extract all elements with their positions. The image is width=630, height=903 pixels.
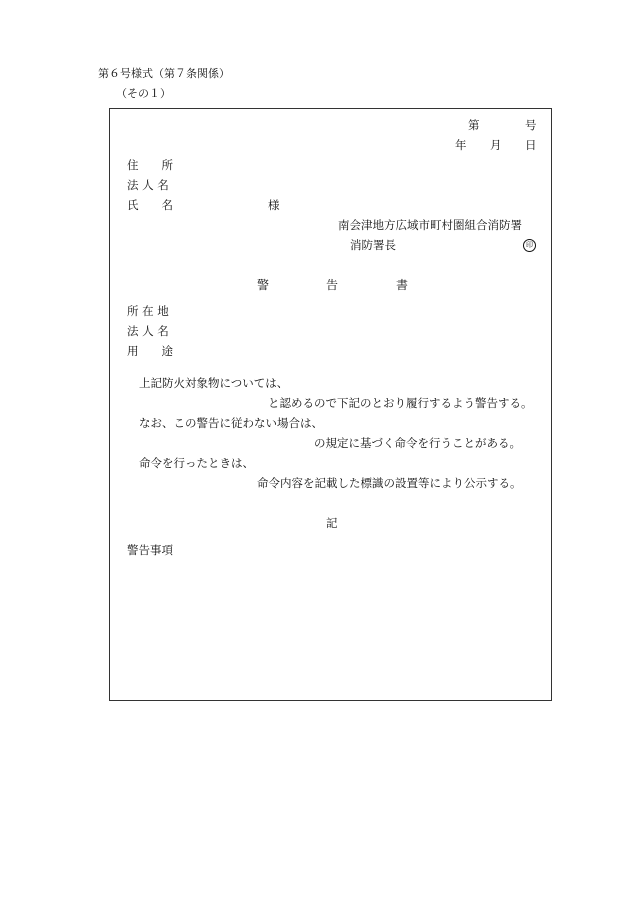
recipient-name-label: 氏 名 <box>127 198 173 212</box>
doc-title-char-3: 書 <box>396 278 409 292</box>
ki-heading: 記 <box>326 516 338 530</box>
target-location-label: 所 在 地 <box>127 304 169 318</box>
target-use-label: 用 途 <box>127 344 173 358</box>
date-year: 年 <box>455 138 467 152</box>
recipient-honorific: 様 <box>268 198 280 212</box>
body-line-4: の規定に基づく命令を行うことがある。 <box>314 436 521 450</box>
recipient-address-label: 住 所 <box>127 158 173 172</box>
target-corporation-label: 法 人 名 <box>127 324 169 338</box>
body-line-6: 命令内容を記載した標識の設置等により公示する。 <box>257 476 522 490</box>
body-line-5: 命令を行ったときは、 <box>139 456 254 470</box>
doc-title-char-1: 警 <box>257 278 270 292</box>
date-month: 月 <box>490 138 502 152</box>
body-line-1: 上記防火対象物については、 <box>139 376 289 390</box>
date-day: 日 <box>525 138 537 152</box>
issuer-title: 消防署長 <box>350 238 396 252</box>
form-subtitle: （その１） <box>116 87 171 100</box>
number-suffix: 号 <box>525 118 537 132</box>
body-line-3: なお、この警告に従わない場合は、 <box>139 416 323 430</box>
body-line-2: と認めるので下記のとおり履行するよう警告する。 <box>268 396 533 410</box>
seal-mark: 印 <box>523 239 536 252</box>
form-title: 第６号様式（第７条関係） <box>98 67 230 80</box>
issuer-organization: 南会津地方広域市町村圏組合消防署 <box>338 218 522 232</box>
recipient-corporation-label: 法 人 名 <box>127 178 169 192</box>
number-prefix: 第 <box>468 118 480 132</box>
doc-title-char-2: 告 <box>326 278 339 292</box>
warning-items-label: 警告事項 <box>127 543 173 557</box>
